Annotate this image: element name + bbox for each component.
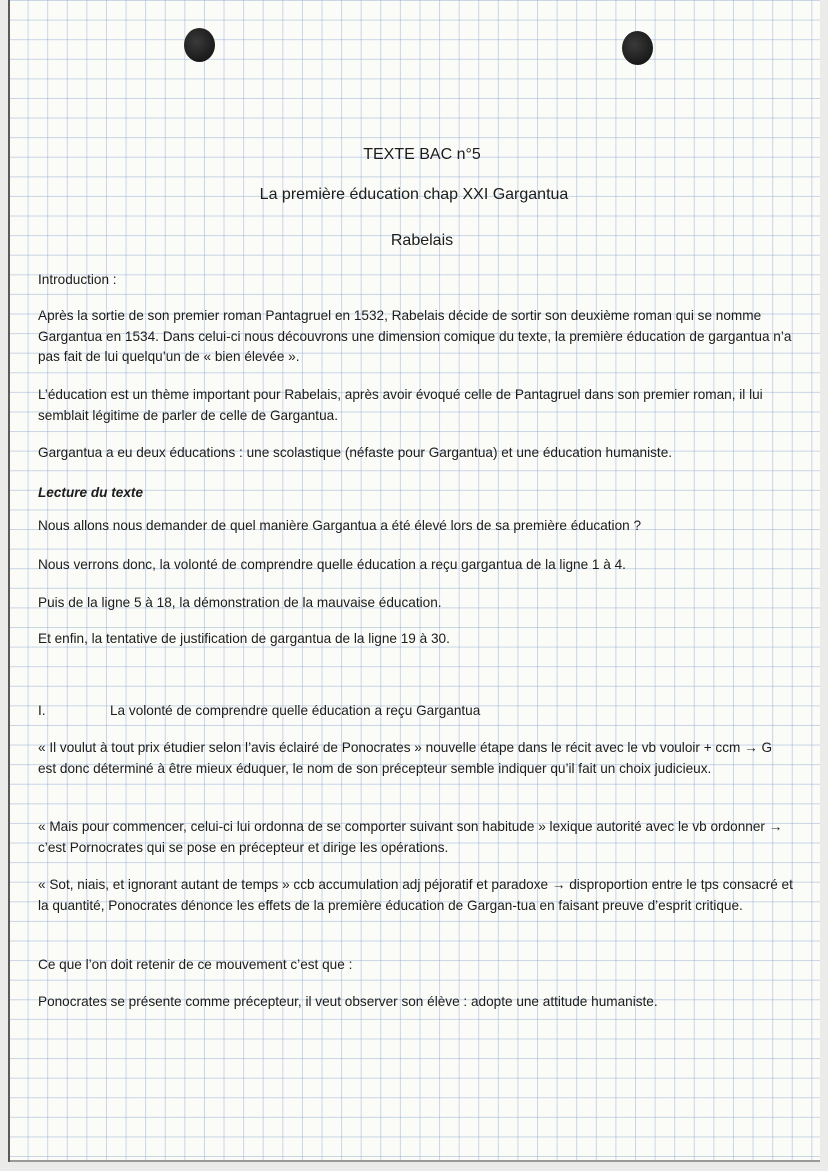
page-subtitle: La première éducation chap XXI Gargantua [259,186,569,203]
problematique: Nous allons nous demander de quel manière Gargantua a été élevé lors de sa première éducation ? [38,518,642,533]
lecture-heading: Lecture du texte [38,485,143,500]
notebook-page [8,0,820,1162]
introduction-paragraph-3: Gargantua a eu deux éducations : une scolastique (néfaste pour Gargantua) et une éducation humaniste. [38,445,673,460]
introduction-paragraph-1: Après la sortie de son premier roman Pantagruel en 1532, Rabelais décide de sortir son deuxième roman qui se nomme Gargantua en 1534. Dans celui-ci nous découvrons une dimension comique du texte, la première éducation de gargantua n’a pas fait de lui quelqu’un de « bien élevée ». [38,308,792,364]
section-1-heading [38,703,480,718]
page-title: TEXTE BAC n°5 [363,146,481,163]
plan-line-3: Et enfin, la tentative de justification de gargantua de la ligne 19 à 30. [38,631,450,646]
author-name: Rabelais [390,232,454,249]
section-1-number: I. [38,703,46,718]
section-1-paragraph-3: « Sot, niais, et ignorant autant de temps » ccb accumulation adj péjoratif et paradoxe → disproportion entre le tps consacré et la quantité, Ponocrates dénonce les effets de la première éducation de Gargan-tua en faisant preuve d’esprit critique. [38,877,793,913]
section-1-title: La volonté de comprendre quelle éducation a reçu Gargantua [110,703,481,718]
introduction-label: Introduction : [38,272,117,287]
section-1-conclusion: Ponocrates se présente comme précepteur, il veut observer son élève : adopte une attitude humaniste. [38,994,658,1009]
section-1-paragraph-2: « Mais pour commencer, celui-ci lui ordonna de se comporter suivant son habitude » lexique autorité avec le vb ordonner → c’est Pornocrates qui se pose en précepteur et dirige les opérations. [38,819,783,855]
introduction-paragraph-2: L’éducation est un thème important pour Rabelais, après avoir évoqué celle de Pantagruel dans son premier roman, il lui semblait légitime de parler de celle de Gargantua. [38,387,763,423]
plan-line-1: Nous verrons donc, la volonté de comprendre quelle éducation a reçu gargantua de la ligne 1 à 4. [38,557,626,572]
section-1-paragraph-4: Ce que l’on doit retenir de ce mouvement c’est que : [38,957,353,972]
plan-line-2: Puis de la ligne 5 à 18, la démonstration de la mauvaise éducation. [38,595,442,610]
punch-hole-right [622,31,653,65]
punch-hole-left [184,28,215,62]
section-1-paragraph-1: « Il voulut à tout prix étudier selon l’avis éclairé de Ponocrates » nouvelle étape dans le récit avec le vb vouloir + ccm → G est donc déterminé à être mieux éduquer, le nom de son précepteur semble indiquer qu’il fait un choix judicieux. [38,740,773,776]
